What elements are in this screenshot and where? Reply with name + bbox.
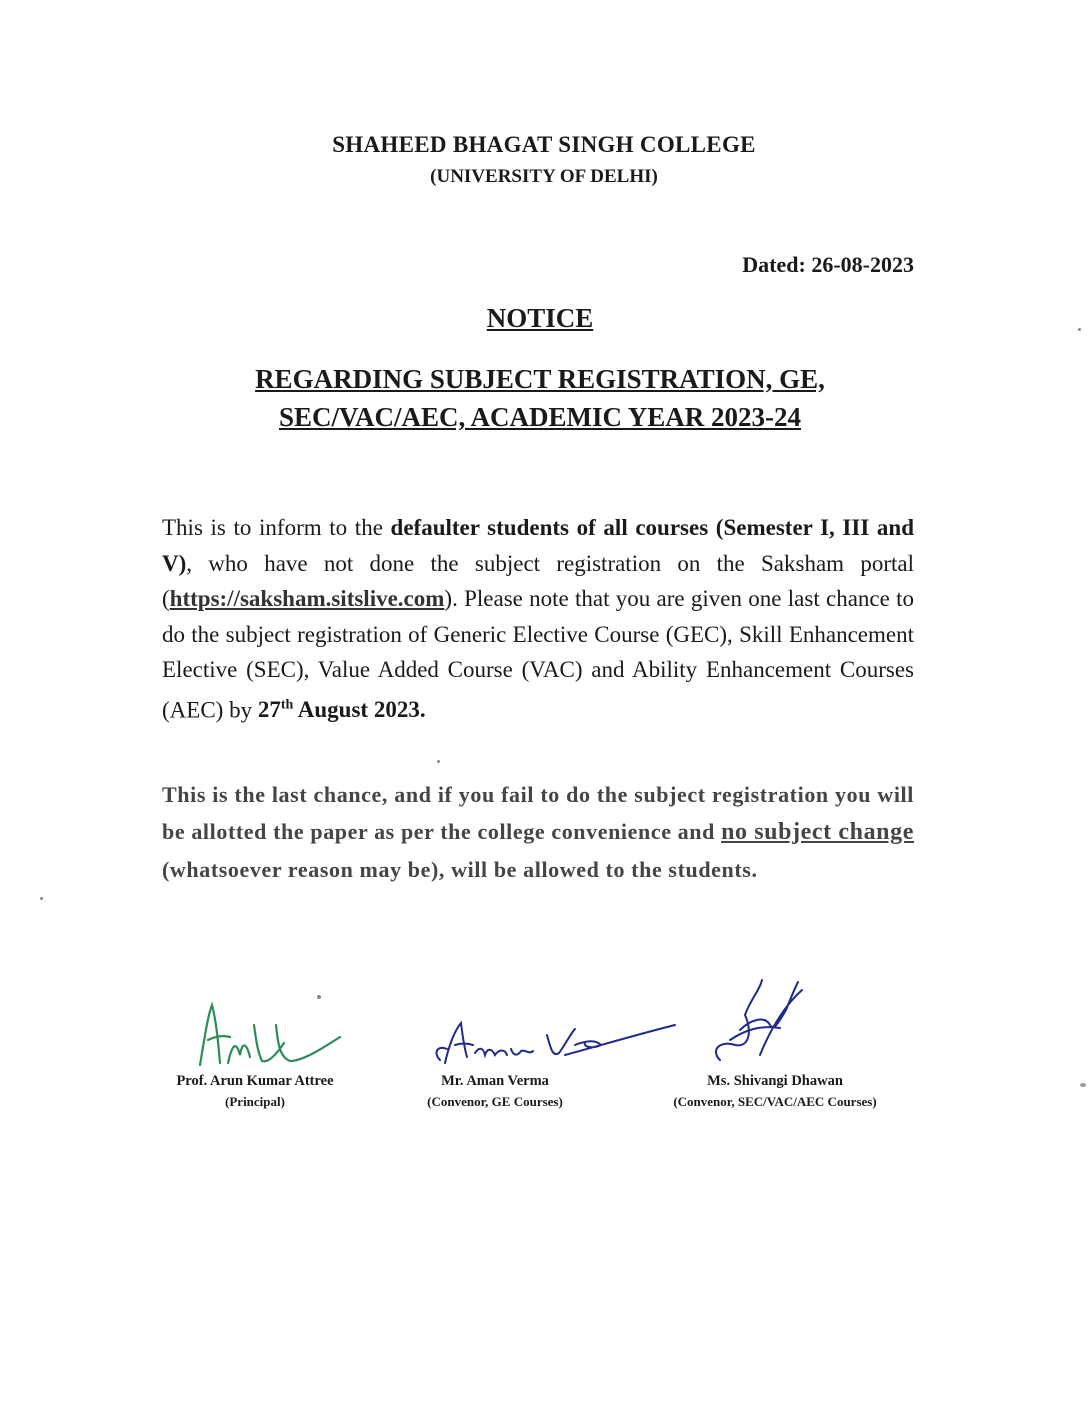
subject-line-2: SEC/VAC/AEC, ACADEMIC YEAR 2023-24 (278, 402, 802, 432)
signatory-name-2: Mr. Aman Verma (441, 1073, 549, 1089)
deadline-day-suffix: th (280, 697, 294, 713)
p1-text-b: , who have not done the subject registration on the Saksham portal ( (162, 550, 914, 611)
p1-text-c: ). Please note that you are given one last chance to do the subject registration of Generic Elective Course (GEC), Skill Enhancement Elective (SEC), Value Added Course (VAC) and Ability Enhancement Courses (AEC) by (162, 586, 914, 723)
handwritten-signature-icon (425, 1005, 685, 1075)
signatory-name-3: Ms. Shivangi Dhawan (707, 1073, 843, 1089)
scan-speck (317, 995, 321, 999)
deadline-month-year: August 2023. (293, 697, 426, 723)
body-paragraph-1 (162, 510, 914, 728)
deadline-day: 27 (257, 697, 281, 723)
signatory-role-3: (Convenor, SEC/VAC/AEC Courses) (673, 1094, 877, 1109)
notice-title: NOTICE (486, 303, 594, 333)
subject-line-1: REGARDING SUBJECT REGISTRATION, GE, (255, 364, 825, 394)
notice-date: Dated: 26-08-2023 (742, 252, 914, 277)
p2-text-a: This is the last chance, and if you fail to do the subject registration you will be allotted the paper as per the college convenience and (162, 782, 914, 844)
scan-speck (437, 760, 440, 763)
university-name: (UNIVERSITY OF DELHI) (430, 166, 658, 187)
signatory-role-2: (Convenor, GE Courses) (427, 1094, 563, 1109)
body-paragraph-2 (162, 776, 914, 888)
scan-speck (40, 897, 43, 900)
saksham-portal-link[interactable]: https://saksham.sitslive.com (169, 586, 445, 611)
deadline-date (258, 697, 426, 722)
college-name: SHAHEED BHAGAT SINGH COLLEGE (332, 132, 756, 157)
scan-speck (1078, 328, 1081, 331)
signature-sec-convenor (650, 970, 900, 1120)
handwritten-signature-icon (690, 970, 810, 1070)
notice-subject (0, 360, 1080, 436)
scan-speck (1080, 1083, 1086, 1087)
p2-text-b: (whatsoever reason may be), will be allowed to the students. (162, 857, 758, 882)
signatory-role-1: (Principal) (225, 1094, 285, 1109)
signature-principal (150, 995, 360, 1120)
p1-text-a: This is to inform to the (162, 515, 391, 540)
p1-defaulter-text: defaulter students of all courses (Semester I, III and V) (162, 515, 914, 576)
no-subject-change-text: no subject change (721, 819, 914, 845)
signatory-name-1: Prof. Arun Kumar Attree (176, 1073, 334, 1089)
signature-ge-convenor (395, 1005, 595, 1120)
handwritten-signature-icon (180, 995, 360, 1075)
